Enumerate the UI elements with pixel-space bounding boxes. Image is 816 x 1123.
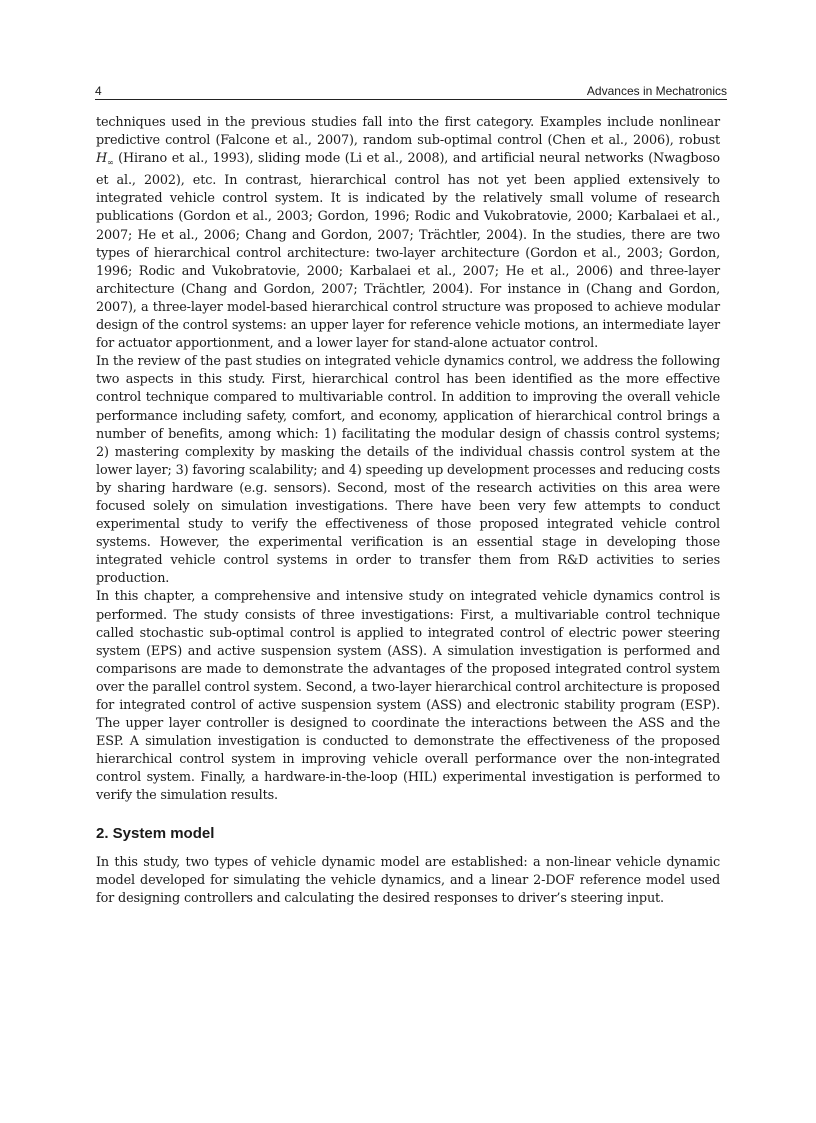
section-paragraph: In this study, two types of vehicle dynamic model are established: a non-linear vehicle dynamic model developed for simulating the vehicle dynamics, and a linear 2-DOF reference model used for designing controllers and calculating the desired responses to driver’s steering input.	[96, 854, 720, 906]
paragraph-1-text-a: techniques used in the previous studies fall into the first category. Examples include nonlinear predictive control (Falcone et al., 2007), random sub-optimal control (Chen et al., 2006), robust	[96, 115, 720, 149]
math-symbol: H	[96, 151, 108, 167]
paragraph-3: In this chapter, a comprehensive and intensive study on integrated vehicle dynamics control is performed. The study consists of three investigations: First, a multivariable control technique called stochastic sub-optimal control is applied to integrated control of electric power steering system (EPS) and active suspension system (ASS). A simulation investigation is performed and comparisons are made to demonstrate the advantages of the proposed integrated control system over the parallel control system. Second, a two-layer hierarchical control architecture is proposed for integrated control of active suspension system (ASS) and electronic stability program (ESP). The upper layer controller is designed to coordinate the interactions between the ASS and the ESP. A simulation investigation is conducted to demonstrate the effectiveness of the proposed hierarchical control system in improving vehicle overall performance over the non-integrated control system. Finally, a hardware-in-the-loop (HIL) experimental investigation is performed to verify the simulation results.	[96, 589, 720, 804]
running-header	[95, 80, 727, 100]
paragraph-1-text-b: (Hirano et al., 1993), sliding mode (Li et al., 2008), and artificial neural networks (Nwagboso et al., 2002), etc. In contrast, hierarchical control has not yet been applied extensively to integrated vehicle control system. It is indicated by the relatively small volume of research publications (Gordon et al., 2003; Gordon, 1996; Rodic and Vukobratovie, 2000; Karbalaei et al., 2007; He et al., 2006; Chang and Gordon, 2007; Trächtler, 2004). In the studies, there are two types of hierarchical control architecture: two-layer architecture (Gordon et al., 2003; Gordon, 1996; Rodic and Vukobratovie, 2000; Karbalaei et al., 2007; He et al., 2006) and three-layer architecture (Chang and Gordon, 2007; Trächtler, 2004). For instance in (Chang and Gordon, 2007), a three-layer model-based hierarchical control structure was proposed to achieve modular design of the control systems: an upper layer for reference vehicle motions, an intermediate layer for actuator apportionment, and a lower layer for stand-alone actuator control.	[96, 151, 720, 352]
math-h-infinity	[96, 151, 114, 166]
book-title: Advances in Mechatronics	[586, 84, 727, 98]
paragraph-1	[96, 114, 720, 353]
section-heading: 2. System model	[96, 824, 215, 842]
paragraph-2: In the review of the past studies on integrated vehicle dynamics control, we address the following two aspects in this study. First, hierarchical control has been identified as the more effective control technique compared to multivariable control. In addition to improving the overall vehicle performance including safety, comfort, and economy, application of hierarchical control brings a number of benefits, among which: 1) facilitating the modular design of chassis control systems; 2) mastering complexity by masking the details of the individual chassis control system at the lower layer; 3) favoring scalability; and 4) speeding up development processes and reducing costs by sharing hardware (e.g. sensors). Second, most of the research activities on this area were focused solely on simulation investigations. There have been very few attempts to conduct experimental study to verify the effectiveness of those proposed integrated vehicle control systems. However, the experimental verification is an essential stage in developing those integrated vehicle control systems in order to transfer them from R&D activities to series production.	[96, 354, 721, 587]
page-number: 4	[95, 84, 102, 98]
math-subscript: ∞	[107, 158, 114, 168]
page-body	[96, 114, 720, 908]
